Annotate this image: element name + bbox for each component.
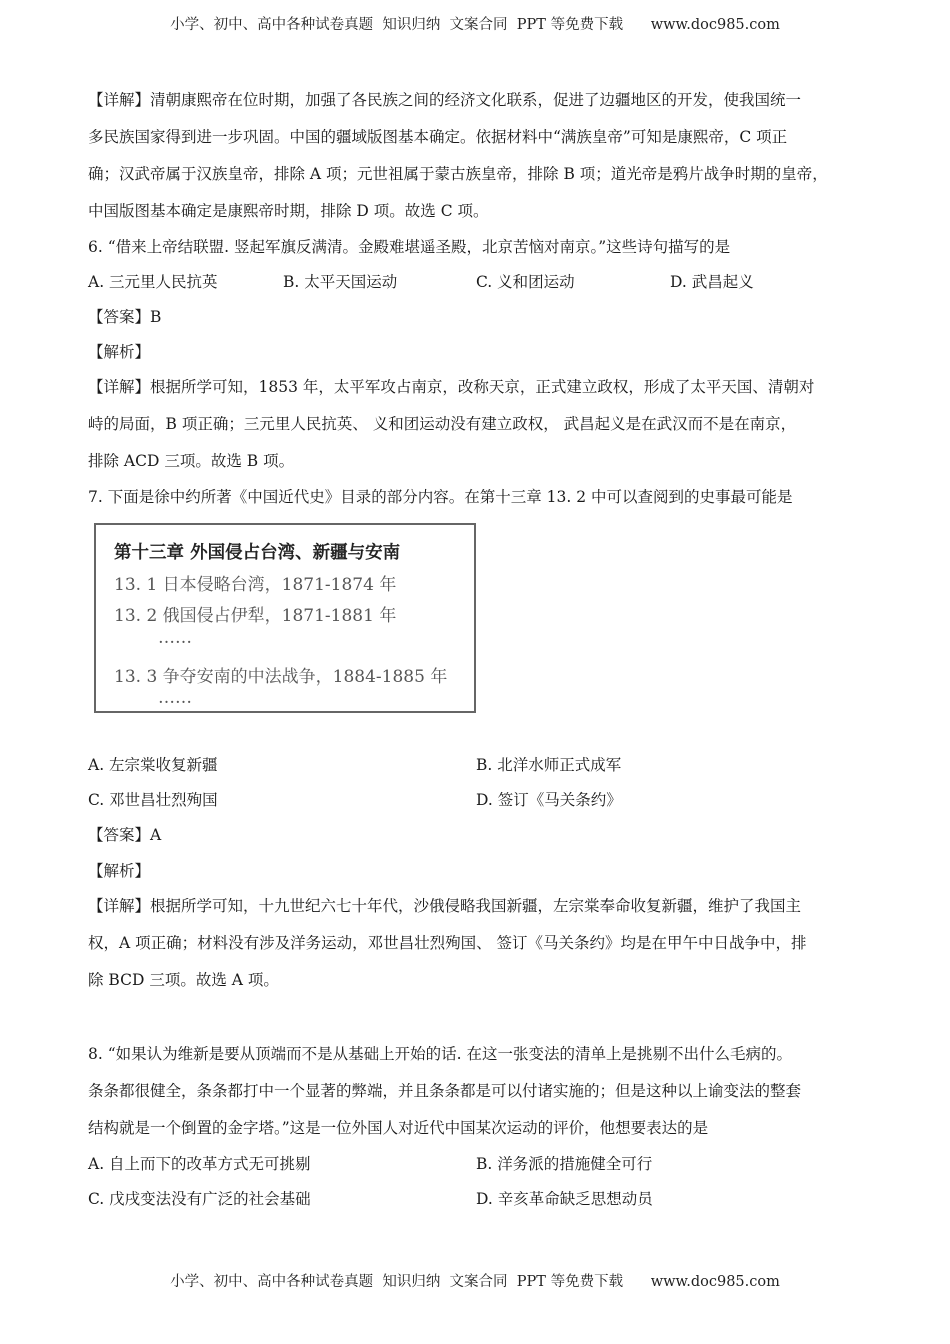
q7-detail-line: 除 BCD 三项。故选 A 项。	[88, 971, 279, 989]
q7-answer: 【答案】A	[88, 826, 162, 844]
q7-toc-box	[94, 523, 476, 713]
q6-option-c: C. 义和团运动	[476, 273, 575, 291]
toc-entry: 13. 1 日本侵略台湾，1871-1874 年	[114, 575, 397, 595]
q8-question-line: 条条都很健全，条条都打中一个显著的弊端，并且条条都是可以付诸实施的；但是这种以上谕变法的整套	[88, 1082, 802, 1100]
toc-ellipsis: ……	[158, 628, 192, 648]
q7-analysis-label: 【解析】	[88, 862, 151, 880]
toc-chapter-title: 第十三章 外国侵占台湾、新疆与安南	[114, 543, 401, 563]
page-footer: 小学、初中、高中各种试卷真题 知识归纳 文案合同 PPT 等免费下载 www.doc985.com	[170, 1274, 780, 1290]
q6-option-b: B. 太平天国运动	[283, 273, 398, 291]
q7-option-b: B. 北洋水师正式成军	[476, 756, 622, 774]
page-header: 小学、初中、高中各种试卷真题 知识归纳 文案合同 PPT 等免费下载 www.doc985.com	[170, 17, 780, 33]
toc-ellipsis: ……	[158, 688, 192, 708]
q5-detail-line: 确；汉武帝属于汉族皇帝，排除 A 项；元世祖属于蒙古族皇帝，排除 B 项；道光帝是鸦片战争时期的皇帝，	[88, 165, 828, 183]
q7-detail-line: 权，A 项正确；材料没有涉及洋务运动，邓世昌壮烈殉国、 签订《马关条约》均是在甲午中日战争中，排	[88, 934, 807, 952]
q8-option-d: D. 辛亥革命缺乏思想动员	[476, 1190, 653, 1208]
q6-detail-line: 峙的局面，B 项正确；三元里人民抗英、 义和团运动没有建立政权， 武昌起义是在武汉而不是在南京，	[88, 415, 797, 433]
q6-option-a: A. 三元里人民抗英	[88, 273, 218, 291]
q6-answer: 【答案】B	[88, 308, 162, 326]
q6-detail-line: 排除 ACD 三项。故选 B 项。	[88, 452, 295, 470]
q5-detail-line: 中国版图基本确定是康熙帝时期，排除 D 项。故选 C 项。	[88, 202, 489, 220]
q6-option-d: D. 武昌起义	[670, 273, 754, 291]
q7-option-a: A. 左宗棠收复新疆	[88, 756, 218, 774]
q7-option-c: C. 邓世昌壮烈殉国	[88, 791, 218, 809]
q7-question: 7. 下面是徐中约所著《中国近代史》目录的部分内容。在第十三章 13. 2 中可以查阅到的史事最可能是	[88, 488, 793, 506]
q5-detail-line: 【详解】清朝康熙帝在位时期，加强了各民族之间的经济文化联系，促进了边疆地区的开发，使我国统一	[88, 91, 802, 109]
q8-option-a: A. 自上而下的改革方式无可挑剔	[88, 1155, 311, 1173]
q5-detail-line: 多民族国家得到进一步巩固。中国的疆域版图基本确定。依据材料中“满族皇帝”可知是康熙帝，C 项正	[88, 128, 788, 146]
q7-option-d: D. 签订《马关条约》	[476, 791, 622, 809]
q8-question-line: 8. “如果认为维新是要从顶端而不是从基础上开始的话. 在这一张变法的清单上是挑剔不出什么毛病的。	[88, 1045, 792, 1063]
toc-entry: 13. 3 争夺安南的中法战争，1884-1885 年	[114, 667, 448, 687]
q7-detail-line: 【详解】根据所学可知，十九世纪六七十年代，沙俄侵略我国新疆，左宗棠奉命收复新疆，维护了我国主	[88, 897, 802, 915]
q6-detail-line: 【详解】根据所学可知，1853 年，太平军攻占南京，改称天京，正式建立政权，形成了太平天国、清朝对	[88, 378, 815, 396]
toc-entry: 13. 2 俄国侵占伊犁，1871-1881 年	[114, 606, 397, 626]
q6-question: 6. “借来上帝结联盟. 竖起军旗反满清。金殿难堪遥圣殿，北京苦恼对南京。”这些诗句描写的是	[88, 238, 731, 256]
q8-option-b: B. 洋务派的措施健全可行	[476, 1155, 653, 1173]
q6-analysis-label: 【解析】	[88, 343, 151, 361]
q8-question-line: 结构就是一个倒置的金字塔。”这是一位外国人对近代中国某次运动的评价，他想要表达的是	[88, 1119, 709, 1137]
q8-option-c: C. 戊戌变法没有广泛的社会基础	[88, 1190, 311, 1208]
